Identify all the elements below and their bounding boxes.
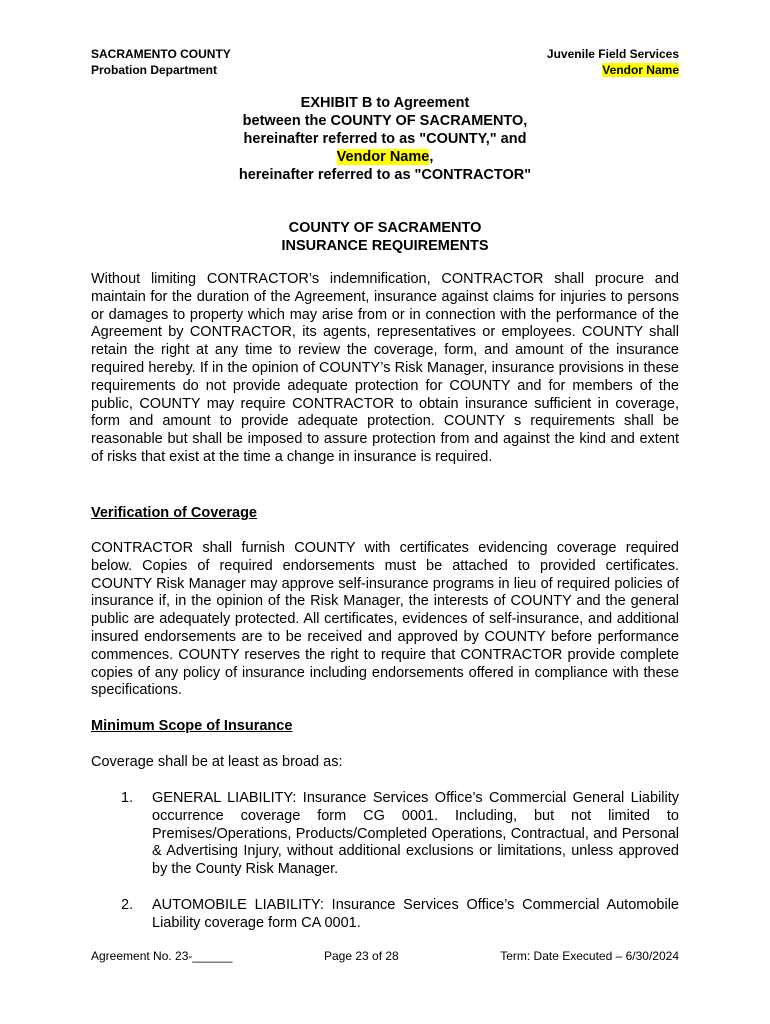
header-vendor-name: Vendor Name (602, 63, 679, 77)
footer-agreement-number: Agreement No. 23-______ (91, 949, 233, 963)
list-item-number: 2. (121, 897, 134, 913)
header-county: SACRAMENTO COUNTY (91, 47, 231, 61)
title-line-5: hereinafter referred to as "CONTRACTOR" (238, 167, 532, 183)
list-item-text: AUTOMOBILE LIABILITY: Insurance Services Office’s Commercial Automobile Liability coverage form CA 0001. (152, 897, 679, 931)
title-line-2: between the COUNTY OF SACRAMENTO, (242, 113, 528, 129)
footer-term: Term: Date Executed – 6/30/2024 (500, 949, 679, 963)
title-vendor-name: Vendor Name (336, 149, 430, 165)
verification-heading: Verification of Coverage (91, 505, 257, 521)
verification-paragraph: CONTRACTOR shall furnish COUNTY with certificates evidencing coverage required below. Copies of required endorsements must be attached to provided certificates. COUNTY Risk Manager may approve self-insurance programs in lieu of required policies of insurance if, in the opinion of the Risk Manager, the interests of COUNTY and the general public are adequately protected. All certificates, evidences of self-insurance, and additional insured endorsements are to be received and approved by COUNTY before performance commences. COUNTY reserves the right to require that CONTRACTOR provide complete copies of any policy of insurance including endorsements offered in compliance with these specifications. (91, 540, 679, 699)
title-line-1: EXHIBIT B to Agreement (300, 95, 470, 111)
list-item-text: GENERAL LIABILITY: Insurance Services Office’s Commercial General Liability occurrence coverage form CG 0001. Including, but not limited to Premises/Operations, Products/Completed Operations, Contractual, and Personal & Advertising Injury, without additional exclusions or limitations, unless approved by the County Risk Manager. (152, 790, 679, 878)
header-left (91, 46, 231, 78)
intro-paragraph: Without limiting CONTRACTOR’s indemnification, CONTRACTOR shall procure and maintain for the duration of the Agreement, insurance against claims for injuries to persons or damages to property which may arise from or in connection with the performance of the Agreement by CONTRACTOR, its agents, representatives or employees. COUNTY shall retain the right at any time to review the coverage, form, and amount of the insurance required hereby. If in the opinion of COUNTY’s Risk Manager, insurance provisions in these requirements do not provide adequate protection for COUNTY and for members of the public, COUNTY may require CONTRACTOR to obtain insurance sufficient in coverage, form and amount to provide adequate protection. COUNTY s requirements shall be reasonable but shall be imposed to assure protection from and against the kind and extent of risks that exist at the time a change in insurance is required. (91, 271, 679, 465)
subtitle-line-1: COUNTY OF SACRAMENTO (288, 220, 482, 236)
scope-heading: Minimum Scope of Insurance (91, 718, 293, 734)
header-department: Probation Department (91, 63, 218, 77)
section-title (91, 219, 679, 255)
title-line-3: hereinafter referred to as "COUNTY," and (243, 131, 527, 147)
subtitle-line-2: INSURANCE REQUIREMENTS (281, 238, 489, 254)
footer-page-number: Page 23 of 28 (324, 949, 399, 963)
title-vendor-comma: , (429, 149, 434, 165)
header-division: Juvenile Field Services (546, 47, 679, 61)
scope-lead: Coverage shall be at least as broad as: (91, 754, 343, 770)
title-line-4 (91, 148, 679, 166)
list-item-number: 1. (121, 790, 134, 806)
header-right (547, 46, 679, 78)
exhibit-title (91, 94, 679, 184)
